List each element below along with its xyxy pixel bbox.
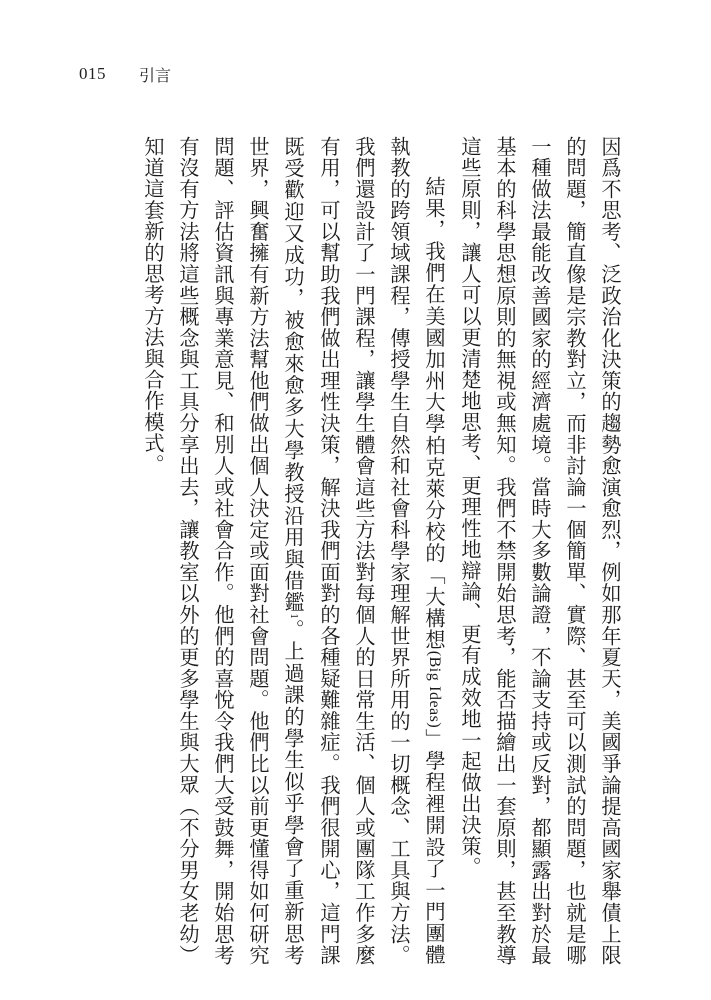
page-number: 015 (79, 64, 106, 83)
body-text (135, 136, 627, 966)
footnote-ref-1[interactable]: 1 (288, 613, 299, 619)
paragraph-2-text-a: 結果，我們在美國加州大學柏克萊分校的「大構想 (422, 176, 446, 652)
paragraph-1: 因爲不思考、泛政治化決策的趨勢愈演愈烈，例如那年夏天，美國爭論提高國家舉債上限的問題，簡直像是宗教對立，而非討論一個簡單、實際、甚至可以測試的問題，也就是哪一種做法最能改善國家的經濟處境。當時大多數論證，不論支持或反對，都顯露出對於最基本的科學思想原則的無視或無知。我們不禁開始思考，能否描繪出一套原則，甚至教導這些原則，讓人可以更清楚地思考、更理性地辯論、更有成效地一起做出決策。 (458, 136, 622, 966)
big-ideas-latin: (Big Ideas) (426, 651, 443, 729)
running-header (79, 62, 171, 86)
section-title: 引言 (139, 65, 172, 85)
paragraph-2-text-c: 。上過課的學生似乎學會了重新思考世界，興奮擁有新方法幫他們做出個人決定或面對社會問題。他們比以前更懂得如何研究問題、評估資訊與專業意見、和別人或社會合作。他們的喜悅令我們大受鼓舞，開始思考有沒有方法將這些概念與工具分享出去，讓教室以外的更多學生與大眾（不分男女老幼）知道這套新的思考方法與合作模式。 (141, 136, 305, 967)
paragraph-2 (135, 136, 452, 966)
paragraph-2-text-b: 」學程裡開設了一門團體執教的跨領域課程，傳授學生自然和社會科學家理解世界所用的一切概念、工具與方法。我們還設計了一門課程，讓學生體會這些方法對每個人的日常生活、個人或團隊工作多麼有用，可以幫助我們做出理性決策，解決我們面對的各種疑難雜症。我們很開心，這門課既受歡迎又成功，被愈來愈多大學教授沿用與借鑑 (281, 136, 446, 967)
